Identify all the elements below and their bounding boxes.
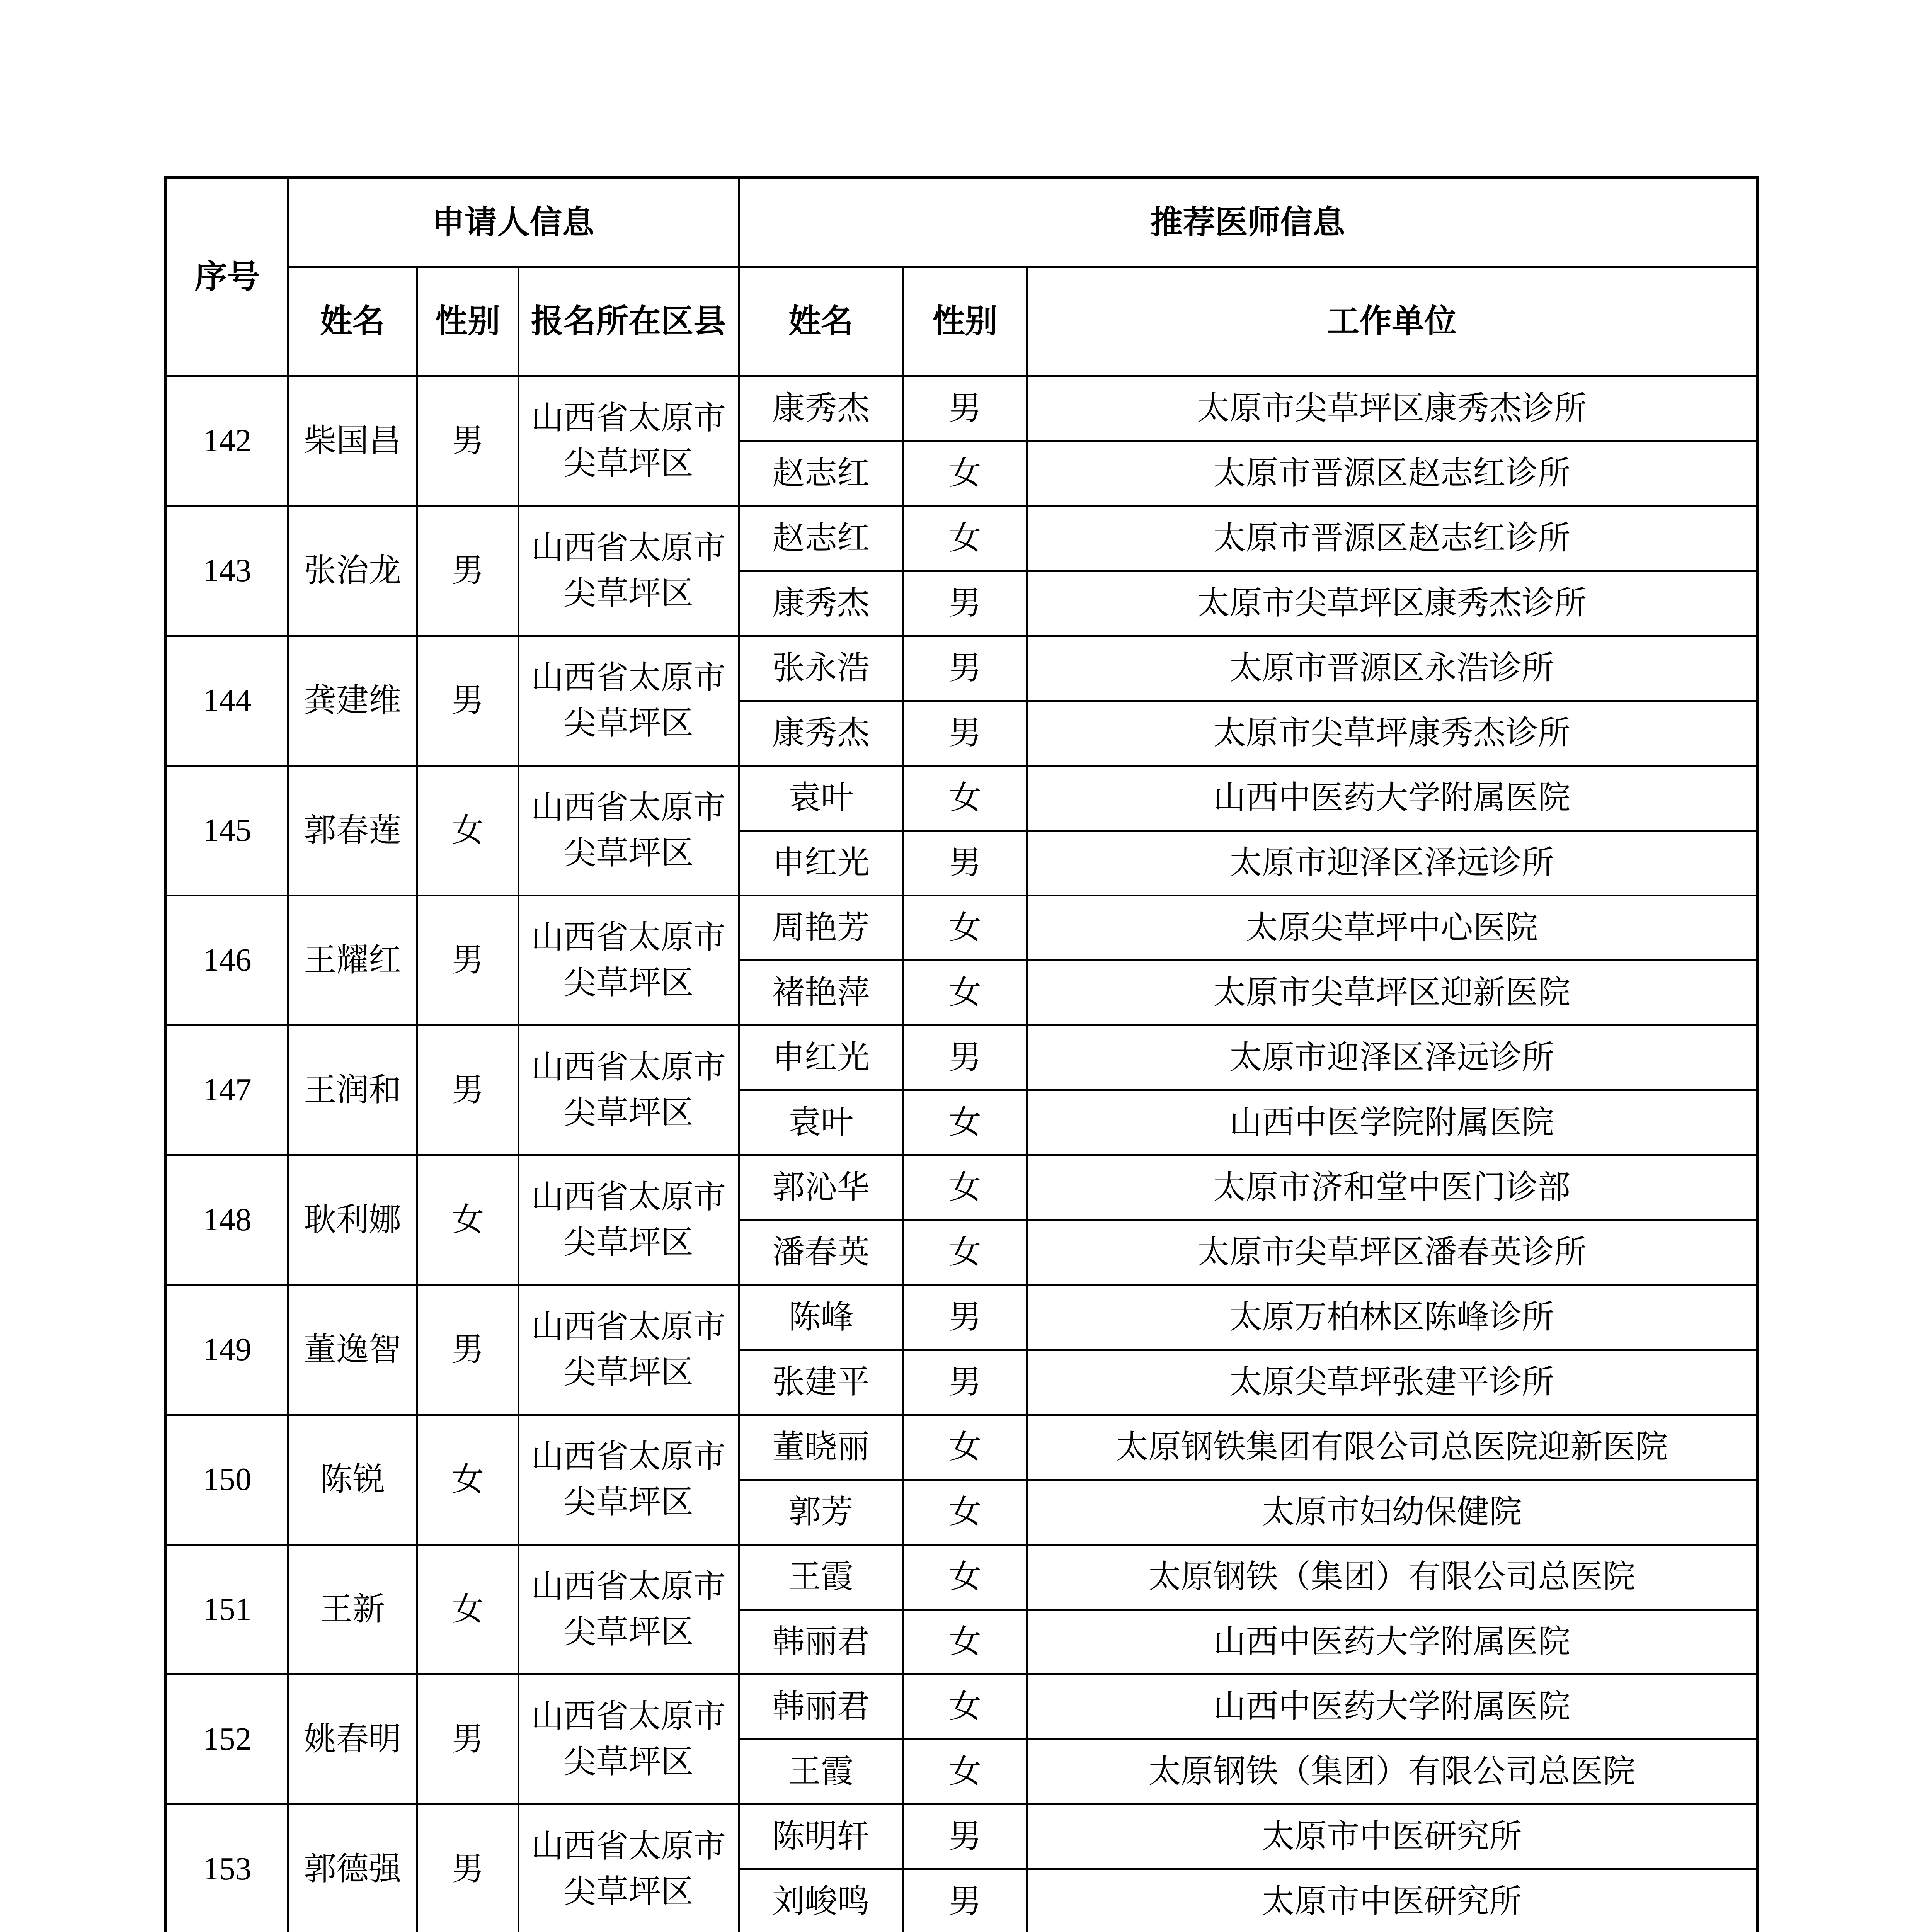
doctor-name: 康秀杰 bbox=[739, 571, 903, 636]
doctor-gender: 女 bbox=[903, 765, 1027, 830]
doctor-gender: 女 bbox=[903, 1609, 1027, 1674]
doctor-unit: 太原市迎泽区泽远诊所 bbox=[1027, 1025, 1757, 1090]
applicant-name: 龚建维 bbox=[288, 636, 417, 765]
applicant-gender: 男 bbox=[417, 1285, 518, 1415]
record-seq: 144 bbox=[166, 636, 288, 765]
doctor-unit: 太原市迎泽区泽远诊所 bbox=[1027, 830, 1757, 895]
doctor-name: 张永浩 bbox=[739, 636, 903, 701]
record-seq: 142 bbox=[166, 376, 288, 506]
applicant-name: 郭德强 bbox=[288, 1804, 417, 1932]
doctor-unit: 太原钢铁集团有限公司总医院迎新医院 bbox=[1027, 1415, 1757, 1480]
doctor-gender: 女 bbox=[903, 441, 1027, 506]
applicant-gender: 女 bbox=[417, 1155, 518, 1285]
table-row bbox=[166, 1285, 1757, 1350]
header-applicant-name: 姓名 bbox=[288, 267, 417, 376]
doctor-gender: 女 bbox=[903, 1739, 1027, 1804]
doctor-unit: 山西中医学院附属医院 bbox=[1027, 1090, 1757, 1155]
doctor-unit: 太原市尖草坪区潘春英诊所 bbox=[1027, 1220, 1757, 1285]
header-seq: 序号 bbox=[166, 177, 288, 376]
doctor-name: 陈明轩 bbox=[739, 1804, 903, 1869]
applicant-gender: 男 bbox=[417, 1674, 518, 1804]
doctor-name: 韩丽君 bbox=[739, 1674, 903, 1739]
table-row bbox=[166, 636, 1757, 701]
doctor-name: 王霞 bbox=[739, 1739, 903, 1804]
doctor-unit: 太原钢铁（集团）有限公司总医院 bbox=[1027, 1739, 1757, 1804]
applicant-gender: 女 bbox=[417, 1415, 518, 1544]
record-seq: 147 bbox=[166, 1025, 288, 1155]
applicant-gender: 男 bbox=[417, 1804, 518, 1932]
applicant-gender: 男 bbox=[417, 636, 518, 765]
doctor-name: 康秀杰 bbox=[739, 376, 903, 441]
header-doctor-gender: 性别 bbox=[903, 267, 1027, 376]
doctor-unit: 太原市尖草坪康秀杰诊所 bbox=[1027, 701, 1757, 765]
doctor-gender: 女 bbox=[903, 895, 1027, 960]
table-row bbox=[166, 1025, 1757, 1090]
doctor-name: 郭沁华 bbox=[739, 1155, 903, 1220]
record-seq: 145 bbox=[166, 765, 288, 895]
applicant-district: 山西省太原市尖草坪区 bbox=[518, 765, 739, 895]
doctor-gender: 女 bbox=[903, 1544, 1027, 1609]
doctor-name: 申红光 bbox=[739, 1025, 903, 1090]
doctor-gender: 女 bbox=[903, 1090, 1027, 1155]
doctor-gender: 女 bbox=[903, 1674, 1027, 1739]
record-seq: 153 bbox=[166, 1804, 288, 1932]
table-row bbox=[166, 1804, 1757, 1869]
doctor-gender: 男 bbox=[903, 830, 1027, 895]
table-row bbox=[166, 765, 1757, 830]
applicant-district: 山西省太原市尖草坪区 bbox=[518, 376, 739, 506]
doctor-unit: 太原市妇幼保健院 bbox=[1027, 1480, 1757, 1544]
doctor-gender: 男 bbox=[903, 636, 1027, 701]
doctor-unit: 太原市晋源区永浩诊所 bbox=[1027, 636, 1757, 701]
applicant-gender: 男 bbox=[417, 1025, 518, 1155]
table-row bbox=[166, 506, 1757, 571]
doctor-name: 赵志红 bbox=[739, 506, 903, 571]
applicant-name: 王新 bbox=[288, 1544, 417, 1674]
applicant-name: 王润和 bbox=[288, 1025, 417, 1155]
doctor-gender: 男 bbox=[903, 1350, 1027, 1415]
table-row bbox=[166, 1544, 1757, 1609]
header-applicant-district: 报名所在区县 bbox=[518, 267, 739, 376]
record-seq: 146 bbox=[166, 895, 288, 1025]
applicant-district: 山西省太原市尖草坪区 bbox=[518, 1415, 739, 1544]
applicant-gender: 男 bbox=[417, 895, 518, 1025]
applicant-gender: 男 bbox=[417, 506, 518, 636]
record-seq: 143 bbox=[166, 506, 288, 636]
record-seq: 148 bbox=[166, 1155, 288, 1285]
applicant-name: 柴国昌 bbox=[288, 376, 417, 506]
doctor-gender: 男 bbox=[903, 1869, 1027, 1932]
table-row bbox=[166, 1155, 1757, 1220]
doctor-gender: 男 bbox=[903, 376, 1027, 441]
doctor-name: 袁叶 bbox=[739, 765, 903, 830]
record-seq: 149 bbox=[166, 1285, 288, 1415]
doctor-name: 郭芳 bbox=[739, 1480, 903, 1544]
doctor-name: 刘峻鸣 bbox=[739, 1869, 903, 1932]
doctor-name: 董晓丽 bbox=[739, 1415, 903, 1480]
doctor-name: 康秀杰 bbox=[739, 701, 903, 765]
record-seq: 150 bbox=[166, 1415, 288, 1544]
doctor-unit: 太原市尖草坪区康秀杰诊所 bbox=[1027, 571, 1757, 636]
table-row bbox=[166, 1674, 1757, 1739]
doctor-name: 赵志红 bbox=[739, 441, 903, 506]
doctor-gender: 女 bbox=[903, 1155, 1027, 1220]
doctor-unit: 太原钢铁（集团）有限公司总医院 bbox=[1027, 1544, 1757, 1609]
doctor-unit: 太原尖草坪中心医院 bbox=[1027, 895, 1757, 960]
table-row bbox=[166, 376, 1757, 441]
doctor-unit: 太原市中医研究所 bbox=[1027, 1869, 1757, 1932]
applicant-district: 山西省太原市尖草坪区 bbox=[518, 1025, 739, 1155]
doctor-gender: 男 bbox=[903, 1285, 1027, 1350]
applicant-name: 王耀红 bbox=[288, 895, 417, 1025]
doctor-gender: 男 bbox=[903, 1804, 1027, 1869]
doctor-unit: 太原市晋源区赵志红诊所 bbox=[1027, 441, 1757, 506]
applicant-gender: 女 bbox=[417, 765, 518, 895]
doctor-gender: 女 bbox=[903, 960, 1027, 1025]
applicant-district: 山西省太原市尖草坪区 bbox=[518, 1544, 739, 1674]
applicant-name: 耿利娜 bbox=[288, 1155, 417, 1285]
header-doctor-unit: 工作单位 bbox=[1027, 267, 1757, 376]
header-applicant-info: 申请人信息 bbox=[288, 177, 739, 267]
applicant-district: 山西省太原市尖草坪区 bbox=[518, 1804, 739, 1932]
doctor-name: 张建平 bbox=[739, 1350, 903, 1415]
doctor-unit: 太原万柏林区陈峰诊所 bbox=[1027, 1285, 1757, 1350]
applicant-name: 张治龙 bbox=[288, 506, 417, 636]
doctor-unit: 太原市尖草坪区迎新医院 bbox=[1027, 960, 1757, 1025]
applicant-gender: 女 bbox=[417, 1544, 518, 1674]
record-seq: 151 bbox=[166, 1544, 288, 1674]
table-row bbox=[166, 1415, 1757, 1480]
doctor-name: 褚艳萍 bbox=[739, 960, 903, 1025]
applicant-district: 山西省太原市尖草坪区 bbox=[518, 1285, 739, 1415]
applicant-name: 姚春明 bbox=[288, 1674, 417, 1804]
doctor-gender: 女 bbox=[903, 1415, 1027, 1480]
doctor-name: 袁叶 bbox=[739, 1090, 903, 1155]
doctor-unit: 太原市尖草坪区康秀杰诊所 bbox=[1027, 376, 1757, 441]
applicant-district: 山西省太原市尖草坪区 bbox=[518, 895, 739, 1025]
doctor-name: 陈峰 bbox=[739, 1285, 903, 1350]
doctor-unit: 太原市济和堂中医门诊部 bbox=[1027, 1155, 1757, 1220]
table-row bbox=[166, 895, 1757, 960]
header-doctor-name: 姓名 bbox=[739, 267, 903, 376]
applicant-district: 山西省太原市尖草坪区 bbox=[518, 1674, 739, 1804]
doctor-name: 潘春英 bbox=[739, 1220, 903, 1285]
doctor-unit: 太原市晋源区赵志红诊所 bbox=[1027, 506, 1757, 571]
header-applicant-gender: 性别 bbox=[417, 267, 518, 376]
doctor-gender: 女 bbox=[903, 1480, 1027, 1544]
doctor-gender: 男 bbox=[903, 701, 1027, 765]
table-body bbox=[166, 376, 1757, 1932]
applicant-district: 山西省太原市尖草坪区 bbox=[518, 1155, 739, 1285]
applicant-name: 陈锐 bbox=[288, 1415, 417, 1544]
doctor-unit: 太原尖草坪张建平诊所 bbox=[1027, 1350, 1757, 1415]
applicant-district: 山西省太原市尖草坪区 bbox=[518, 636, 739, 765]
doctor-name: 王霞 bbox=[739, 1544, 903, 1609]
doctor-unit: 太原市中医研究所 bbox=[1027, 1804, 1757, 1869]
record-seq: 152 bbox=[166, 1674, 288, 1804]
doctor-unit: 山西中医药大学附属医院 bbox=[1027, 1609, 1757, 1674]
doctor-gender: 女 bbox=[903, 506, 1027, 571]
doctor-gender: 男 bbox=[903, 571, 1027, 636]
applicant-name: 郭春莲 bbox=[288, 765, 417, 895]
doctor-name: 申红光 bbox=[739, 830, 903, 895]
applicant-name: 董逸智 bbox=[288, 1285, 417, 1415]
header-doctor-info: 推荐医师信息 bbox=[739, 177, 1757, 267]
recommendation-table bbox=[164, 176, 1759, 1932]
doctor-name: 周艳芳 bbox=[739, 895, 903, 960]
applicant-district: 山西省太原市尖草坪区 bbox=[518, 506, 739, 636]
applicant-gender: 男 bbox=[417, 376, 518, 506]
doctor-gender: 男 bbox=[903, 1025, 1027, 1090]
doctor-gender: 女 bbox=[903, 1220, 1027, 1285]
doctor-unit: 山西中医药大学附属医院 bbox=[1027, 1674, 1757, 1739]
doctor-name: 韩丽君 bbox=[739, 1609, 903, 1674]
doctor-unit: 山西中医药大学附属医院 bbox=[1027, 765, 1757, 830]
